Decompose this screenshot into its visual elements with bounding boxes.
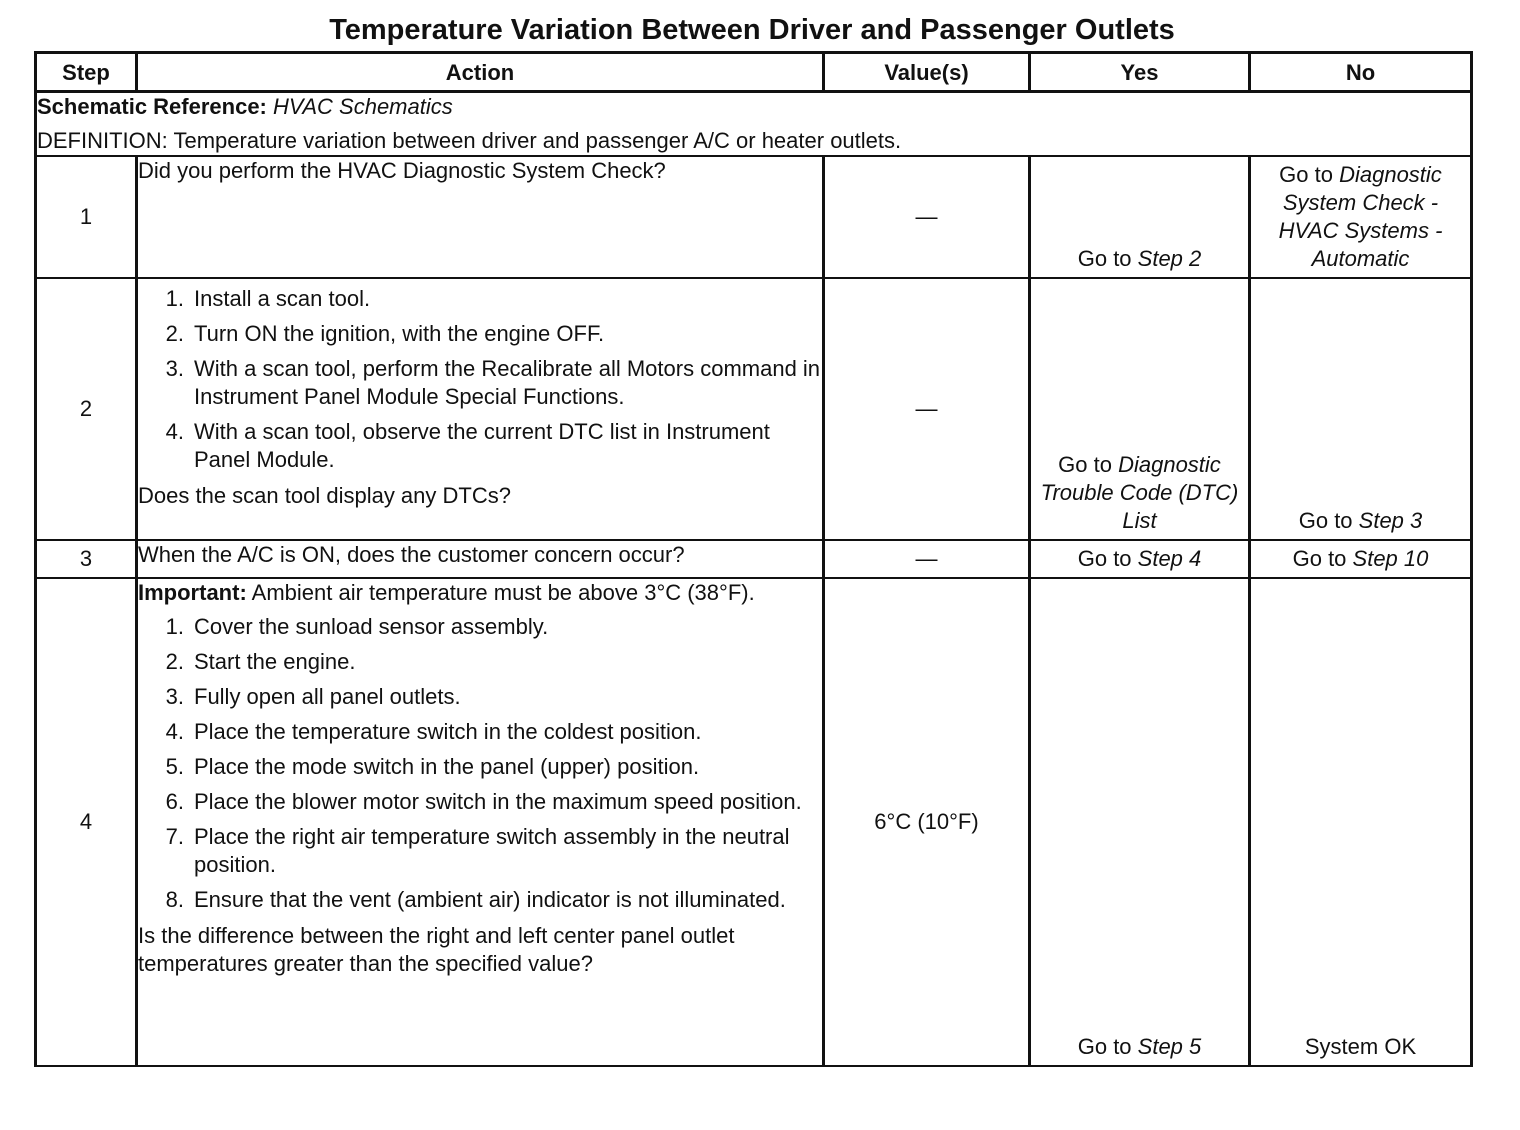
yes-link[interactable]: Step 5 xyxy=(1137,1034,1202,1059)
list-item-text: Place the right air temperature switch assembly in the neutral position. xyxy=(194,824,790,877)
list-item-number: 1. xyxy=(165,286,184,311)
list-item-text: Ensure that the vent (ambient air) indicator is not illuminated. xyxy=(194,887,786,912)
yes-cell xyxy=(1030,278,1250,540)
value-cell: 6°C (10°F) xyxy=(824,578,1030,1066)
no-cell xyxy=(1250,156,1472,278)
no-cell xyxy=(1250,278,1472,540)
yes-cell xyxy=(1030,578,1250,1066)
yes-prefix: Go to xyxy=(1077,1034,1138,1059)
step-number: 4 xyxy=(36,578,137,1066)
action-cell xyxy=(137,578,824,1066)
important-note xyxy=(138,579,822,607)
list-item-text: Place the blower motor switch in the maximum speed position. xyxy=(194,789,802,814)
list-item xyxy=(138,823,822,879)
list-item-text: Place the mode switch in the panel (upper) position. xyxy=(194,754,700,779)
list-item-number: 1. xyxy=(165,614,184,639)
list-item-number: 7. xyxy=(165,824,184,849)
yes-cell xyxy=(1030,540,1250,578)
value-cell: — xyxy=(824,278,1030,540)
list-item xyxy=(138,285,822,313)
no-link[interactable]: Step 10 xyxy=(1352,546,1429,571)
list-item-number: 4. xyxy=(165,419,184,444)
page-title: Temperature Variation Between Driver and Passenger Outlets xyxy=(329,14,1175,46)
list-item xyxy=(138,355,822,411)
list-item-text: Turn ON the ignition, with the engine OFF. xyxy=(194,321,605,346)
value-cell: — xyxy=(824,540,1030,578)
yes-link[interactable]: Step 2 xyxy=(1137,246,1202,271)
step-number: 3 xyxy=(36,540,137,578)
yes-cell xyxy=(1030,156,1250,278)
reference-row xyxy=(36,92,1472,157)
list-item-number: 2. xyxy=(165,321,184,346)
no-cell xyxy=(1250,540,1472,578)
list-item-text: With a scan tool, observe the current DTC list in Instrument Panel Module. xyxy=(194,419,770,472)
list-item-number: 3. xyxy=(165,684,184,709)
action-question: Is the difference between the right and left center panel outlet temperatures greater than the specified value? xyxy=(138,923,735,976)
header-step: Step xyxy=(36,53,137,92)
list-item-number: 4. xyxy=(165,719,184,744)
important-label: Important: xyxy=(138,580,247,605)
header-action: Action xyxy=(137,53,824,92)
list-item xyxy=(138,418,822,474)
list-item-number: 6. xyxy=(165,789,184,814)
header-yes: Yes xyxy=(1030,53,1250,92)
list-item xyxy=(138,683,822,711)
action-question: Does the scan tool display any DTCs? xyxy=(138,483,511,508)
list-item-text: Start the engine. xyxy=(194,649,356,674)
list-item-number: 2. xyxy=(165,649,184,674)
list-item xyxy=(138,718,822,746)
no-prefix: Go to xyxy=(1298,508,1359,533)
definition-text: DEFINITION: Temperature variation between driver and passenger A/C or heater outlets. xyxy=(37,128,902,153)
no-prefix: Go to xyxy=(1292,546,1353,571)
list-item xyxy=(138,788,822,816)
list-item xyxy=(138,886,822,914)
header-row xyxy=(36,53,1472,92)
action-cell xyxy=(137,540,824,578)
action-cell xyxy=(137,156,824,278)
no-link[interactable]: Diagnostic System Check - HVAC Systems - Automatic xyxy=(1278,162,1443,271)
list-item-text: Cover the sunload sensor assembly. xyxy=(194,614,549,639)
important-text: Ambient air temperature must be above 3°C (38°F). xyxy=(251,580,755,605)
table-row xyxy=(36,278,1472,540)
list-item-text: Fully open all panel outlets. xyxy=(194,684,461,709)
action-cell xyxy=(137,278,824,540)
no-link[interactable]: Step 3 xyxy=(1358,508,1423,533)
procedure-list xyxy=(138,285,822,474)
action-question: Did you perform the HVAC Diagnostic System Check? xyxy=(138,158,666,183)
table-row xyxy=(36,578,1472,1066)
table-row xyxy=(36,156,1472,278)
list-item-text: Install a scan tool. xyxy=(194,286,371,311)
schematic-reference-label: Schematic Reference: xyxy=(37,94,267,119)
table-row xyxy=(36,540,1472,578)
reference-cell xyxy=(36,92,1472,157)
yes-prefix: Go to xyxy=(1077,546,1138,571)
step-number: 1 xyxy=(36,156,137,278)
diagnostic-table xyxy=(34,51,1473,1067)
step-number: 2 xyxy=(36,278,137,540)
list-item xyxy=(138,753,822,781)
list-item xyxy=(138,320,822,348)
yes-prefix: Go to xyxy=(1058,452,1119,477)
list-item-number: 5. xyxy=(165,754,184,779)
list-item-number: 8. xyxy=(165,887,184,912)
yes-link[interactable]: Diagnostic Trouble Code (DTC) List xyxy=(1040,452,1239,533)
list-item-number: 3. xyxy=(165,356,184,381)
value-cell: — xyxy=(824,156,1030,278)
list-item xyxy=(138,613,822,641)
action-question: When the A/C is ON, does the customer concern occur? xyxy=(138,542,685,567)
schematic-reference-link[interactable]: HVAC Schematics xyxy=(273,94,453,119)
yes-link[interactable]: Step 4 xyxy=(1137,546,1202,571)
yes-prefix: Go to xyxy=(1077,246,1138,271)
no-prefix: Go to xyxy=(1279,162,1340,187)
header-values: Value(s) xyxy=(824,53,1030,92)
list-item xyxy=(138,648,822,676)
procedure-list xyxy=(138,613,822,914)
header-no: No xyxy=(1250,53,1472,92)
no-cell xyxy=(1250,578,1472,1066)
list-item-text: Place the temperature switch in the coldest position. xyxy=(194,719,702,744)
schematic-reference xyxy=(37,93,1470,121)
list-item-text: With a scan tool, perform the Recalibrate all Motors command in Instrument Panel Module Special Functions. xyxy=(194,356,821,409)
no-result: System OK xyxy=(1304,1034,1417,1059)
